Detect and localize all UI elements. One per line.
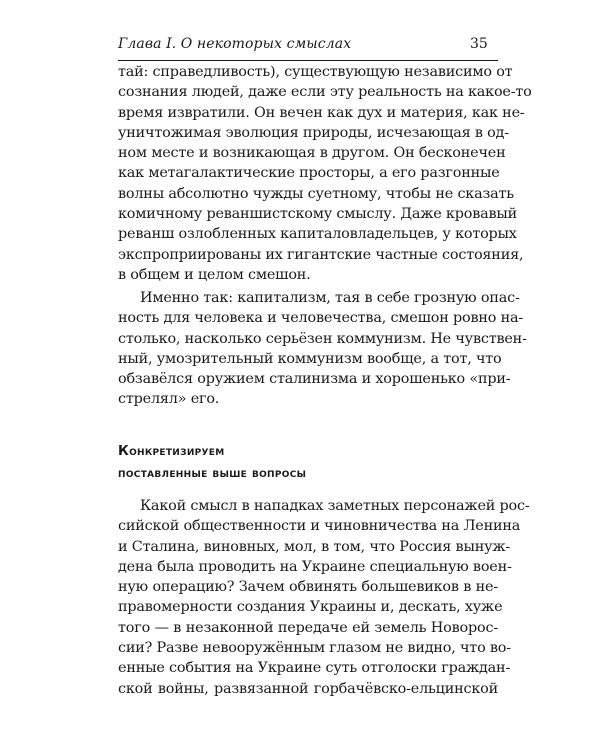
text-line: столько, насколько серьёзен коммунизм. Не чувствен- xyxy=(118,330,527,347)
page-number: 35 xyxy=(470,36,488,52)
text-line: тай: справедливость), существующую независимо от xyxy=(118,64,513,80)
text-line: сийской общественности и чиновничества на Ленина xyxy=(118,518,521,535)
text-line: дена была проводить на Украине специальную воен- xyxy=(118,558,512,575)
text-line: волны абсолютно чужды суетному, чтобы не сказать xyxy=(118,185,514,202)
running-head-title: Глава I. О некоторых смыслах xyxy=(118,36,352,52)
paragraph-continued xyxy=(118,62,532,285)
header-rule xyxy=(118,60,498,61)
text-line: ную операцию? Зачем обвинять большевиков в не- xyxy=(118,579,498,596)
text-line: енные события на Украине суть отголоски граждан- xyxy=(118,660,511,677)
text-line: обзавёлся оружием сталинизма и хорошенько «при- xyxy=(118,371,511,388)
text-line: стрелял» его. xyxy=(118,391,220,408)
text-line: время извратили. Он вечен как дух и материя, как не- xyxy=(118,104,525,121)
text-line: и Сталина, виновных, мол, в том, что Россия вынуж- xyxy=(118,538,511,555)
text-line: реванш озлобленных капиталовладельцев, у которых xyxy=(118,226,517,243)
section-heading-line: Конкретизируем xyxy=(118,444,225,459)
text-line: экспроприированы их гигантские частные состояния, xyxy=(118,246,524,263)
text-line: правомерности создания Украины и, дескать, хуже xyxy=(118,599,503,616)
text-line: Именно так: капитализм, тая в себе грозную опас- xyxy=(140,290,520,306)
text-line: ность для человека и человечества, смешон ровно на- xyxy=(118,310,524,327)
section-heading-line: поставленные выше вопросы xyxy=(118,466,307,481)
text-line: сии? Разве невооружённым глазом не видно, что во- xyxy=(118,640,511,657)
text-line: ном месте и возникающая в другом. Он бесконечен xyxy=(118,145,506,162)
text-line: сознания людей, даже если эту реальность на какое-то xyxy=(118,84,532,101)
paragraph-questions xyxy=(118,496,530,699)
text-line: того — в незаконной передаче ей земель Новорос- xyxy=(118,619,498,636)
section-heading xyxy=(118,441,306,485)
text-line: комичному реваншистскому смыслу. Даже кровавый xyxy=(118,206,518,223)
text-line: ской войны, развязанной горбачёвско-ельцинской xyxy=(118,680,498,697)
text-line: в общем и целом смешон. xyxy=(118,266,311,283)
text-line: Какой смысл в нападках заметных персонажей рос- xyxy=(140,498,530,514)
text-line: как метагалактические просторы, а его разгонные xyxy=(118,165,500,182)
paragraph-capitalism xyxy=(118,288,527,410)
text-line: ный, умозрительный коммунизм вообще, а тот, что xyxy=(118,350,502,367)
text-line: уничтожимая эволюция природы, исчезающая в од- xyxy=(118,124,509,141)
